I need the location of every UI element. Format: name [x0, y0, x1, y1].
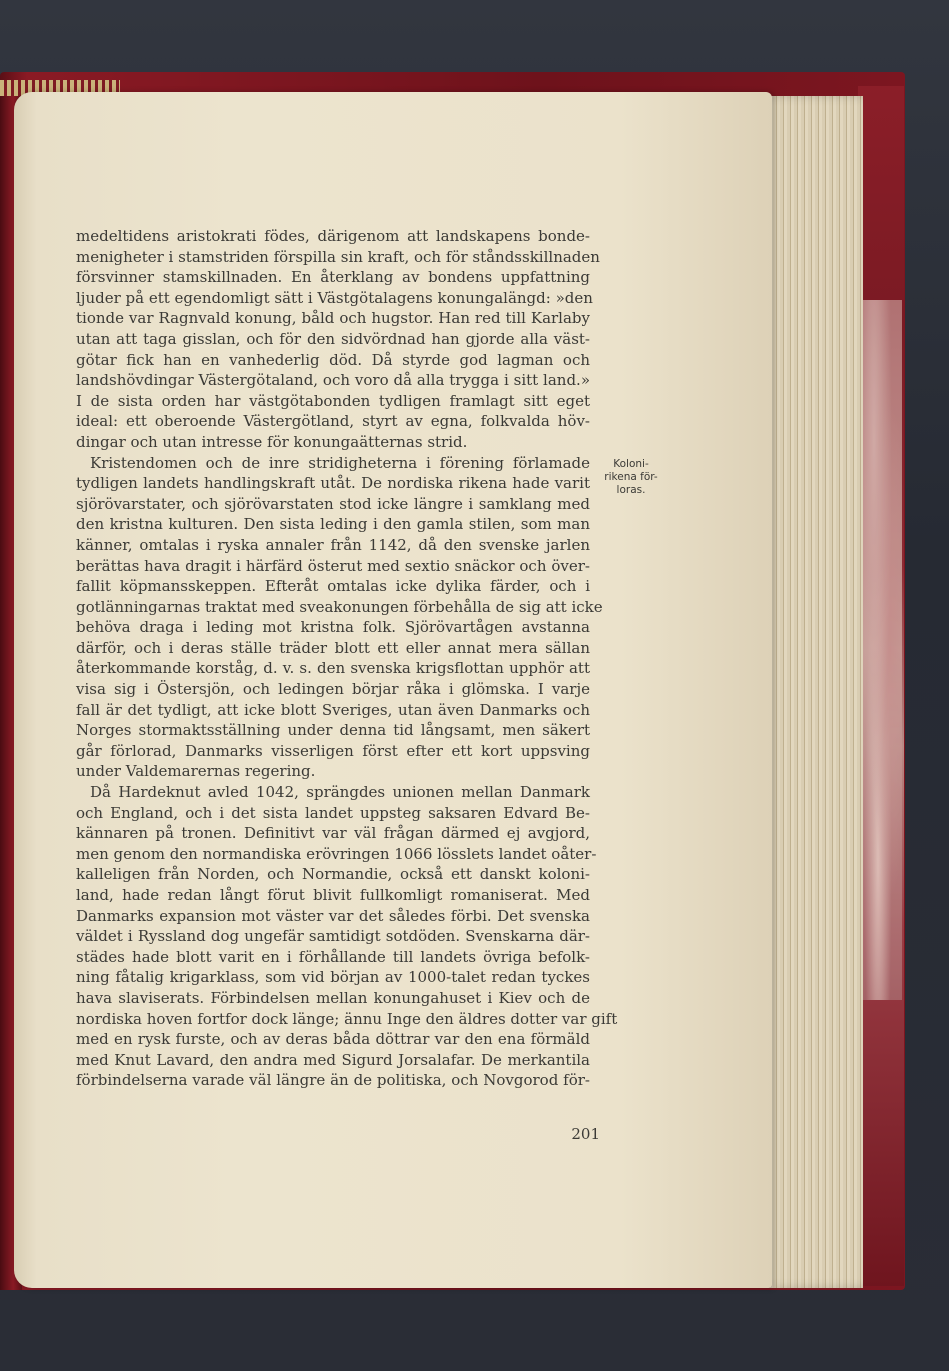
text-line: utan att taga gisslan, och för den sidvördnad han gjorde alla väst- — [76, 329, 590, 348]
text-line: förbindelserna varade väl längre än de politiska, och Novgorod för- — [76, 1071, 590, 1090]
text-line: nordiska hoven fortfor dock länge; ännu Inge den äldres dotter var gift — [76, 1009, 618, 1028]
text-line: berättas hava dragit i härfärd österut med sextio snäckor och över- — [76, 556, 590, 575]
text-line: dingar och utan intresse för konungaätternas strid. — [76, 432, 468, 451]
text-line: hava slaviserats. Förbindelsen mellan konungahuset i Kiev och de — [76, 988, 590, 1007]
text-line: Kristendomen och de inre stridigheterna i förening förlamade — [90, 453, 590, 472]
text-line: därför, och i deras ställe träder blott ett eller annat mera sällan — [76, 638, 590, 657]
text-line: med en rysk furste, och av deras båda döttrar var den ena förmäld — [76, 1030, 590, 1049]
text-line: tydligen landets handlingskraft utåt. De nordiska rikena hade varit — [76, 474, 590, 493]
body-text — [76, 226, 618, 1091]
text-line: städes hade blott varit en i förhållande till landets övriga befolk- — [76, 947, 590, 966]
text-line: land, hade redan långt förut blivit fullkomligt romaniserat. Med — [76, 886, 590, 904]
text-line: fallit köpmansskeppen. Efteråt omtalas icke dylika färder, och i — [76, 577, 590, 596]
text-line: återkommande korståg, d. v. s. den svenska krigsflottan upphör att — [76, 659, 590, 678]
text-line: kalleligen från Norden, och Normandie, också ett danskt koloni- — [76, 865, 590, 884]
text-line: landshövdingar Västergötaland, och voro då alla trygga i sitt land.» — [76, 371, 590, 390]
margin-note-line: rikena för- — [604, 471, 658, 483]
text-line: tionde var Ragnvald konung, båld och hugstor. Han red till Karlaby — [76, 309, 590, 328]
text-line: Danmarks expansion mot väster var det således förbi. Det svenska — [76, 906, 590, 925]
text-line: med Knut Lavard, den andra med Sigurd Jorsalafar. De merkantila — [76, 1050, 590, 1069]
margin-note — [598, 458, 664, 497]
margin-note-line: loras. — [616, 484, 646, 496]
text-line: försvinner stamskillnaden. En återklang av bondens uppfattning — [76, 268, 590, 287]
text-line: götar fick han en vanhederlig död. Då styrde god lagman och — [76, 350, 590, 369]
text-line: ljuder på ett egendomligt sätt i Västgötalagens konungalängd: »den — [76, 288, 593, 307]
margin-note-line: Koloni- — [613, 458, 649, 470]
text-line: men genom den normandiska erövringen 1066 lösslets landet oåter- — [76, 844, 597, 863]
text-line: fall är det tydligt, att icke blott Sveriges, utan även Danmarks och — [76, 700, 590, 719]
text-line: sjörövarstater, och sjörövarstaten stod icke längre i samklang med — [76, 494, 590, 513]
text-line: den kristna kulturen. Den sista leding i den gamla stilen, som man — [76, 515, 590, 534]
page-number: 201 — [571, 1125, 600, 1143]
text-line: ning fåtalig krigarklass, som vid början av 1000-talet redan tyckes — [76, 968, 590, 987]
text-line: väldet i Ryssland dog ungefär samtidigt sotdöden. Svenskarna där- — [76, 927, 590, 946]
text-line: och England, och i det sista landet uppsteg saksaren Edvard Be- — [76, 803, 590, 822]
text-line: kännaren på tronen. Definitivt var väl frågan därmed ej avgjord, — [76, 824, 590, 843]
text-line: ideal: ett oberoende Västergötland, styrt av egna, folkvalda höv- — [76, 412, 590, 431]
text-line: känner, omtalas i ryska annaler från 1142, då den svenske jarlen — [76, 535, 590, 554]
text-line: medeltidens aristokrati födes, därigenom att landskapens bonde- — [76, 227, 590, 245]
text-line: behöva draga i leding mot kristna folk. Sjörövartågen avstanna — [76, 618, 590, 637]
text-line: Norges stormaktsställning under denna tid långsamt, men säkert — [76, 721, 590, 740]
text-line: Då Hardeknut avled 1042, sprängdes unionen mellan Danmark — [90, 783, 590, 802]
text-line: I de sista orden har västgötabonden tydligen framlagt sitt eget — [76, 391, 590, 410]
text-line: gotlänningarnas traktat med sveakonungen förbehålla de sig att icke — [76, 597, 603, 616]
text-line: menigheter i stamstriden förspilla sin kraft, och för ståndsskillnaden — [76, 247, 600, 266]
text-line: går förlorad, Danmarks visserligen först efter ett kort uppsving — [76, 741, 590, 760]
text-line: visa sig i Östersjön, och ledingen börjar råka i glömska. I varje — [76, 680, 590, 699]
marbled-endpaper — [862, 300, 902, 1000]
text-line: under Valdemarernas regering. — [76, 762, 316, 781]
